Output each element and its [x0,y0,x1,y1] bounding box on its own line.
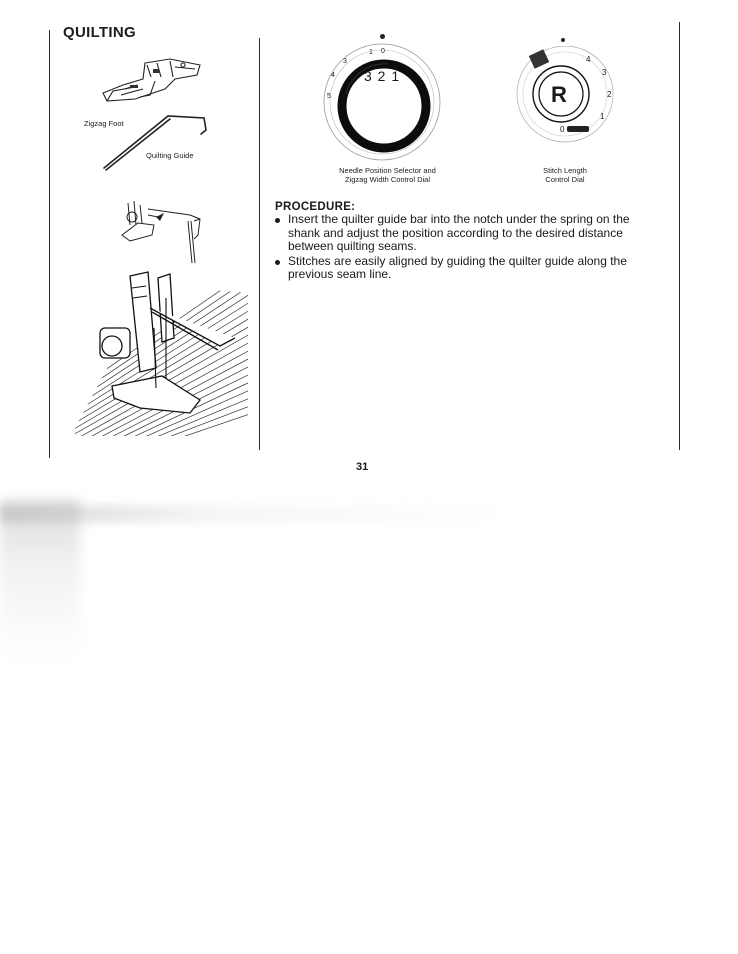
stitch-dial-scale-3: 3 [602,68,607,77]
zigzag-foot-label: Zigzag Foot [84,119,124,128]
scan-shadow [0,500,80,660]
column-divider [259,38,260,450]
needle-dial-scale-4: 4 [331,72,335,79]
page-number: 31 [356,461,369,473]
needle-dial-scale-1: 1 [369,49,373,56]
procedure-list [272,213,657,283]
page-title: QUILTING [63,24,136,41]
needle-dial-scale-0: 0 [381,48,385,55]
stitch-dial-center-letter: R [551,82,567,107]
needle-dial-caption-line1: Needle Position Selector and [339,166,436,175]
stitch-dial-caption-line1: Stitch Length [543,166,587,175]
stitch-dial-caption [510,166,620,184]
quilting-guide-label: Quilting Guide [146,151,194,160]
stitch-dial-indicator-dot [561,38,565,42]
needle-position-dial [318,42,446,164]
stitch-dial-caption-line2: Control Dial [545,175,585,184]
right-border-rule [679,22,680,450]
left-border-rule [49,30,50,458]
needle-dial-indicator-dot [380,34,385,39]
quilting-sewing-illustration [70,268,250,438]
needle-dial-caption [320,166,455,184]
needle-dial-window-numbers: 3 2 1 [364,68,401,84]
needle-dial-scale-5: 5 [327,93,331,100]
needle-dial-caption-line2: Zigzag Width Control Dial [344,175,431,184]
procedure-heading: PROCEDURE: [275,201,356,213]
stitch-dial-scale-0: 0 [560,125,565,134]
stitch-dial-scale-1: 1 [600,112,605,121]
stitch-dial-scale-2: 2 [607,90,612,99]
foot-with-guide-illustration [108,195,208,265]
scan-shadow-band [0,505,738,523]
stitch-dial-scale-4: 4 [586,55,591,64]
zigzag-foot-illustration [95,55,210,115]
needle-dial-scale-3: 3 [343,58,347,65]
procedure-step-1: Insert the quilter guide bar into the notch under the spring on the shank and adjust the position according to the desired distance between quilting seams. [272,213,657,254]
quilting-guide-illustration [100,110,215,175]
procedure-step-2: Stitches are easily aligned by guiding the quilter guide along the previous seam line. [272,255,657,282]
